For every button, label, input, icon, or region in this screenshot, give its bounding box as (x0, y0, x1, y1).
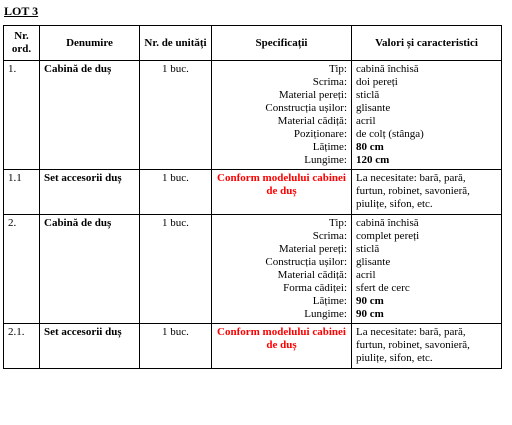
table-row (4, 215, 502, 324)
row-unitati: 1 buc. (140, 170, 212, 215)
row-values (352, 215, 502, 324)
spec-label: Scrima: (312, 230, 347, 242)
header-unitati: Nr. de unități (140, 26, 212, 61)
spec-label: Scrima: (312, 76, 347, 88)
spec-value: glisante (356, 256, 391, 268)
spec-label: Tip: (329, 217, 347, 229)
spec-label: Tip: (329, 63, 347, 75)
table-row (4, 61, 502, 170)
spec-label: Poziționare: (293, 128, 347, 140)
row-unitati: 1 buc. (140, 215, 212, 324)
spec-label: Lungime: (304, 308, 347, 320)
spec-value: cabină închisă (356, 63, 419, 75)
row-nr: 2. (4, 215, 40, 324)
spec-value: 90 cm (356, 308, 384, 320)
header-nr: Nr. ord. (4, 26, 40, 61)
row-denumire: Set accesorii duș (40, 170, 140, 215)
spec-value: acril (356, 115, 376, 127)
spec-value: sticlă (356, 89, 380, 101)
row-nr: 2.1. (4, 324, 40, 369)
header-specificatii: Specificații (212, 26, 352, 61)
spec-label: Material cădiță: (277, 115, 347, 127)
row-specs (212, 324, 352, 369)
specification-table (3, 25, 502, 369)
spec-value: sticlă (356, 243, 380, 255)
spec-value: acril (356, 269, 376, 281)
spec-value: 80 cm (356, 141, 384, 153)
spec-value: cabină închisă (356, 217, 419, 229)
lot-title: LOT 3 (4, 4, 39, 18)
spec-value: 90 cm (356, 295, 384, 307)
row-nr: 1.1 (4, 170, 40, 215)
spec-label: Material pereți: (278, 89, 347, 101)
spec-value: sfert de cerc (356, 282, 410, 294)
row-value-text: La necesitate: bară, pară, furtun, robinet, savonieră, piulițe, sifon, etc. (352, 324, 502, 369)
spec-value: 120 cm (356, 154, 390, 166)
row-values (352, 61, 502, 170)
row-specs (212, 61, 352, 170)
spec-label: Material cădiță: (277, 269, 347, 281)
spec-value: doi pereți (356, 76, 398, 88)
row-nr: 1. (4, 61, 40, 170)
row-unitati: 1 buc. (140, 324, 212, 369)
spec-label: Construcția ușilor: (265, 256, 347, 268)
row-specs (212, 215, 352, 324)
row-denumire: Cabină de duș (40, 61, 140, 170)
spec-label: Material pereți: (278, 243, 347, 255)
row-specs (212, 170, 352, 215)
row-unitati: 1 buc. (140, 61, 212, 170)
header-valori: Valori și caracteristici (352, 26, 502, 61)
spec-label: Lungime: (304, 154, 347, 166)
table-row (4, 324, 502, 369)
spec-label: Lățime: (312, 295, 347, 307)
conform-note: Conform modelului cabinei de duș (217, 172, 346, 197)
row-denumire: Set accesorii duș (40, 324, 140, 369)
spec-label: Forma cădiței: (283, 282, 347, 294)
spec-value: de colț (stânga) (356, 128, 424, 140)
table-row (4, 170, 502, 215)
spec-label: Construcția ușilor: (265, 102, 347, 114)
table-header-row (4, 26, 502, 61)
header-denumire: Denumire (40, 26, 140, 61)
conform-note: Conform modelului cabinei de duș (217, 326, 346, 351)
spec-value: complet pereți (356, 230, 420, 242)
row-denumire: Cabină de duș (40, 215, 140, 324)
row-value-text: La necesitate: bară, pară, furtun, robinet, savonieră, piulițe, sifon, etc. (352, 170, 502, 215)
spec-value: glisante (356, 102, 391, 114)
spec-label: Lățime: (312, 141, 347, 153)
